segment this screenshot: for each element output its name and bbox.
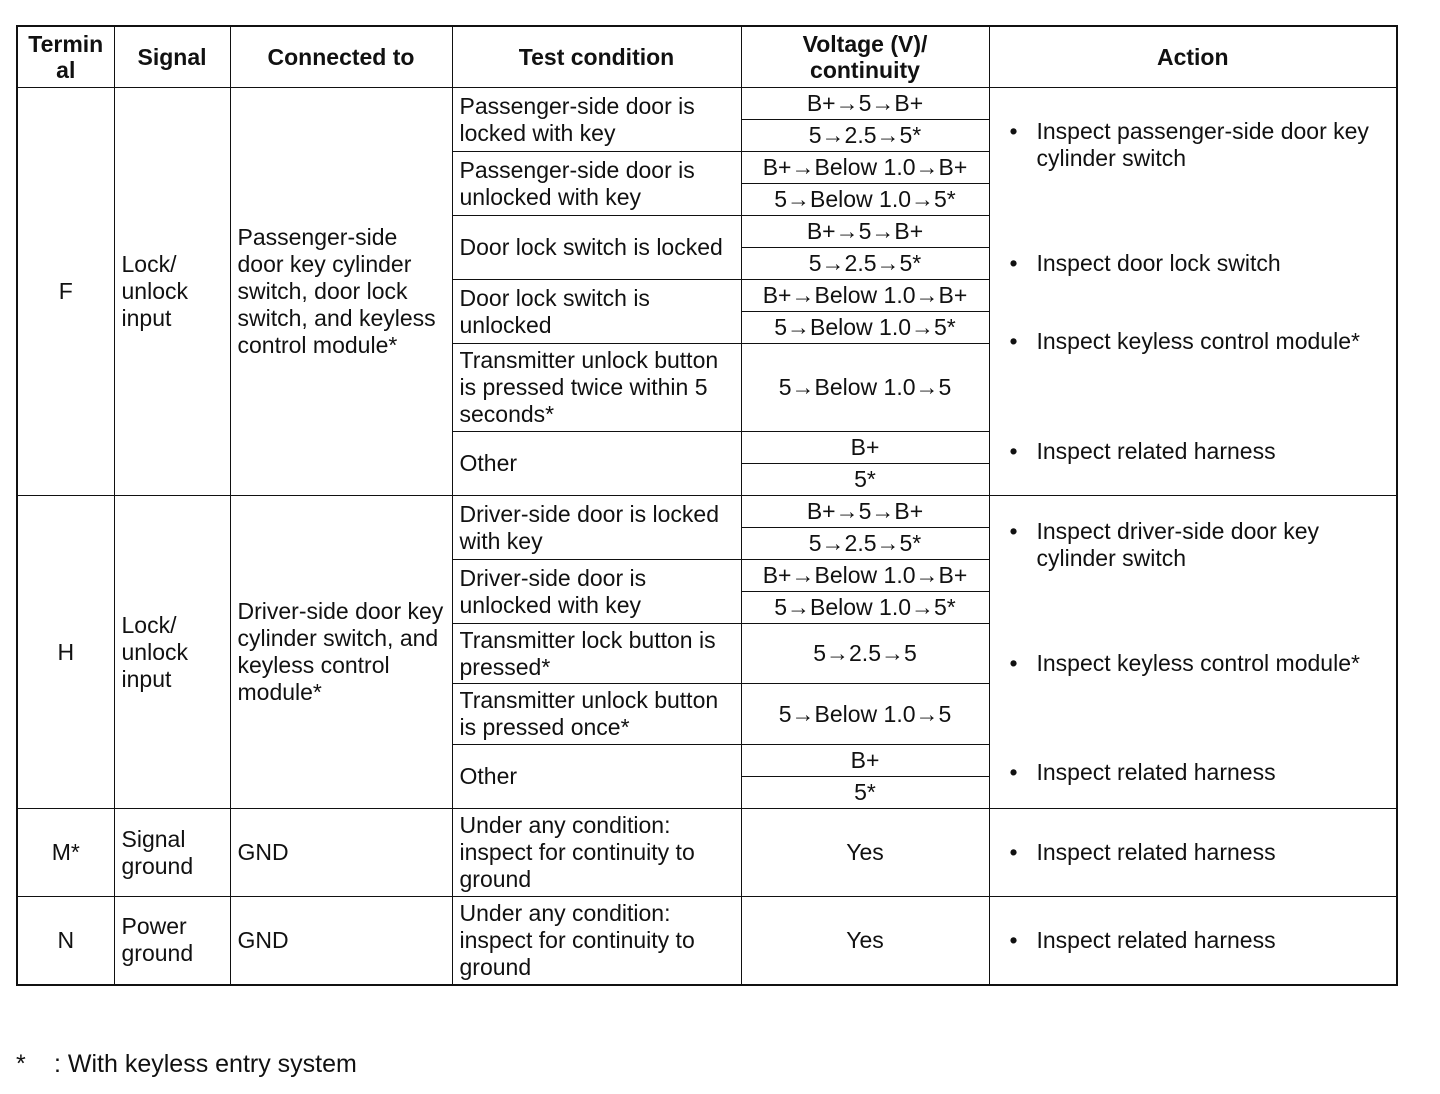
test-condition-cell: Passenger-side door is unlocked with key xyxy=(452,152,741,216)
action-text: Inspect related harness xyxy=(1036,839,1276,865)
action-text: Inspect related harness xyxy=(1036,926,1276,953)
test-condition-cell: Passenger-side door is locked with key xyxy=(452,88,741,152)
terminal-cell: N xyxy=(17,897,114,985)
action-item xyxy=(997,438,1390,465)
action-text: Inspect door lock switch xyxy=(1036,250,1281,276)
test-condition-cell: Driver-side door is locked with key xyxy=(452,496,741,560)
voltage-cell: B+→5→B+ xyxy=(741,88,989,120)
voltage-cell: 5→Below 1.0→5 xyxy=(741,344,989,432)
connected-to-cell: Passenger-side door key cylinder switch, door lock switch, and keyless control module* xyxy=(230,88,452,496)
test-condition-cell: Transmitter unlock button is pressed twice within 5 seconds* xyxy=(452,344,741,432)
table-row xyxy=(17,88,1397,120)
voltage-cell: 5→Below 1.0→5* xyxy=(741,184,989,216)
bullet-icon: • xyxy=(1009,438,1018,464)
terminal-inspection-table xyxy=(16,25,1398,986)
header-terminal: Termin al xyxy=(17,26,114,88)
voltage-cell: 5* xyxy=(741,777,989,809)
action-text: Inspect related harness xyxy=(1036,759,1276,785)
action-item xyxy=(997,927,1390,954)
bullet-icon: • xyxy=(1009,328,1018,354)
voltage-cell: 5→2.5→5* xyxy=(741,120,989,152)
table-row xyxy=(17,897,1397,985)
action-item xyxy=(997,759,1390,786)
action-item xyxy=(997,650,1390,677)
test-condition-cell: Transmitter unlock button is pressed once* xyxy=(452,684,741,745)
connected-to-cell: Driver-side door key cylinder switch, and keyless control module* xyxy=(230,496,452,809)
action-item xyxy=(997,250,1390,277)
action-text: Inspect keyless control module* xyxy=(1036,650,1360,676)
signal-cell: Power ground xyxy=(114,897,230,985)
bullet-icon: • xyxy=(1009,118,1018,144)
action-text: Inspect related harness xyxy=(1036,438,1276,464)
table-row xyxy=(17,809,1397,897)
voltage-cell: 5→Below 1.0→5* xyxy=(741,592,989,624)
action-list xyxy=(997,518,1390,786)
table-row xyxy=(17,496,1397,528)
bullet-icon: • xyxy=(1009,759,1018,785)
footnote-text: : With keyless entry system xyxy=(54,1050,357,1078)
action-item xyxy=(997,328,1390,355)
voltage-cell: B+→5→B+ xyxy=(741,216,989,248)
voltage-cell: 5→2.5→5* xyxy=(741,528,989,560)
footnote-marker: * xyxy=(16,1050,26,1078)
voltage-cell: B+→Below 1.0→B+ xyxy=(741,560,989,592)
header-row xyxy=(17,26,1397,88)
voltage-cell: 5→Below 1.0→5 xyxy=(741,684,989,745)
signal-cell: Lock/ unlock input xyxy=(114,496,230,809)
bullet-icon: • xyxy=(1009,926,1018,953)
connected-to-cell: GND xyxy=(230,897,452,985)
action-list xyxy=(997,118,1390,465)
terminal-cell: M* xyxy=(17,809,114,897)
header-action: Action xyxy=(989,26,1397,88)
action-item xyxy=(997,518,1390,572)
test-condition-cell: Transmitter lock button is pressed* xyxy=(452,624,741,684)
voltage-cell: B+ xyxy=(741,745,989,777)
test-condition-cell: Door lock switch is locked xyxy=(452,216,741,280)
signal-cell: Signal ground xyxy=(114,809,230,897)
action-item xyxy=(997,839,1390,866)
connected-to-cell: GND xyxy=(230,809,452,897)
test-condition-cell: Other xyxy=(452,745,741,809)
action-cell xyxy=(989,88,1397,496)
continuity-cell: Yes xyxy=(741,809,989,897)
header-voltage: Voltage (V)/ continuity xyxy=(741,26,989,88)
terminal-cell: H xyxy=(17,496,114,809)
action-cell xyxy=(989,809,1397,897)
voltage-cell: 5→2.5→5 xyxy=(741,624,989,684)
header-signal: Signal xyxy=(114,26,230,88)
test-condition-cell: Other xyxy=(452,432,741,496)
voltage-cell: B+→Below 1.0→B+ xyxy=(741,152,989,184)
voltage-cell: 5→2.5→5* xyxy=(741,248,989,280)
action-list xyxy=(997,927,1390,954)
test-condition-cell: Driver-side door is unlocked with key xyxy=(452,560,741,624)
bullet-icon: • xyxy=(1009,250,1018,276)
action-list xyxy=(997,839,1390,866)
footnote xyxy=(16,1050,357,1079)
voltage-cell: B+ xyxy=(741,432,989,464)
voltage-cell: B+→Below 1.0→B+ xyxy=(741,280,989,312)
test-condition-cell: Door lock switch is unlocked xyxy=(452,280,741,344)
action-text: Inspect passenger-side door key cylinder switch xyxy=(1036,118,1369,171)
voltage-cell: B+→5→B+ xyxy=(741,496,989,528)
action-cell xyxy=(989,496,1397,809)
test-condition-cell: Under any condition: inspect for continuity to ground xyxy=(452,897,741,985)
action-item xyxy=(997,118,1390,172)
signal-cell: Lock/ unlock input xyxy=(114,88,230,496)
action-text: Inspect keyless control module* xyxy=(1036,328,1360,354)
bullet-icon: • xyxy=(1009,839,1018,865)
test-condition-cell: Under any condition: inspect for continuity to ground xyxy=(452,809,741,897)
terminal-cell: F xyxy=(17,88,114,496)
action-cell xyxy=(989,897,1397,985)
header-test-condition: Test condition xyxy=(452,26,741,88)
action-text: Inspect driver-side door key cylinder switch xyxy=(1036,518,1320,571)
voltage-cell: 5* xyxy=(741,464,989,496)
bullet-icon: • xyxy=(1009,650,1018,676)
terminal-inspection-table-wrapper xyxy=(16,25,1396,986)
continuity-cell: Yes xyxy=(741,897,989,985)
header-connected-to: Connected to xyxy=(230,26,452,88)
bullet-icon: • xyxy=(1009,518,1018,544)
voltage-cell: 5→Below 1.0→5* xyxy=(741,312,989,344)
